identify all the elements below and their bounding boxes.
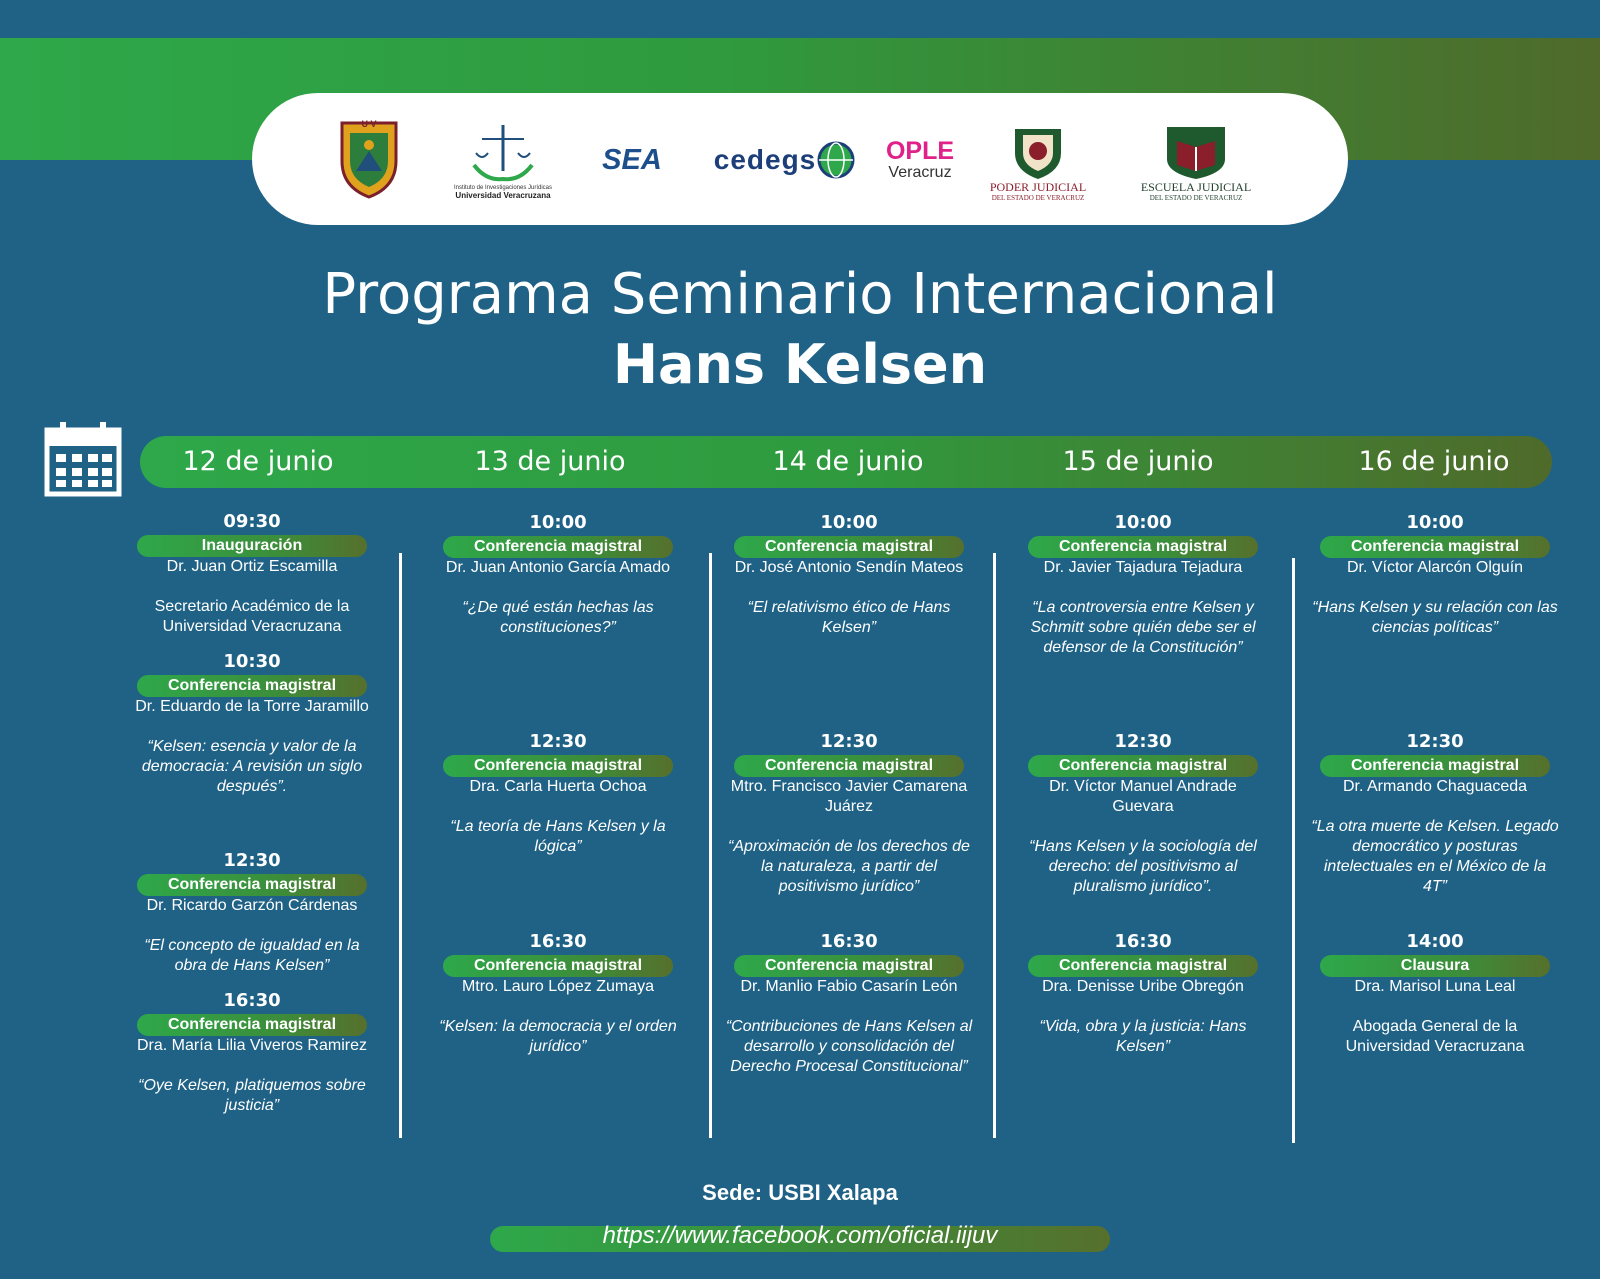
session-time: 12:30 (223, 850, 281, 871)
session (1310, 931, 1560, 1057)
session-type-badge: Conferencia magistral (443, 536, 673, 558)
session-type-badge: Conferencia magistral (734, 536, 964, 558)
column-divider (709, 553, 712, 1138)
session (127, 651, 377, 797)
session-type-badge: Clausura (1320, 955, 1550, 977)
session-type-badge: Conferencia magistral (1028, 955, 1258, 977)
session-time: 14:00 (1406, 931, 1464, 952)
session-time: 12:30 (820, 731, 878, 752)
logo-bar (252, 93, 1348, 225)
session-speaker: Dra. Denisse Uribe Obregón (1042, 978, 1244, 995)
poder-logo-line2: DEL ESTADO DE VERACRUZ (991, 193, 1085, 202)
session-speaker: Dr. Juan Antonio García Amado (445, 559, 671, 576)
session-type-badge: Conferencia magistral (137, 675, 367, 697)
cedegs-logo (710, 115, 860, 205)
session-speaker: Dra. Carla Huerta Ochoa (469, 778, 647, 795)
session-speaker: Dr. Javier Tajadura Tejadura (1043, 559, 1243, 576)
session-speaker: Mtro. Lauro López Zumaya (461, 978, 655, 995)
session-type-badge: Conferencia magistral (1320, 755, 1550, 777)
ople-logo-subtext: Veracruz (888, 164, 952, 181)
escuela-logo-line2: DEL ESTADO DE VERACRUZ (1149, 193, 1243, 202)
poder-logo-line1: PODER JUDICIAL (989, 179, 1087, 194)
session (1018, 512, 1268, 658)
session-talk-title: “Oye Kelsen, platiquemos sobre justicia” (138, 1077, 366, 1114)
session-time: 16:30 (223, 990, 281, 1011)
session-talk-title: “La otra muerte de Kelsen. Legado democrático y posturas intelectuales en el México de la 4T” (1311, 818, 1559, 895)
session (1310, 731, 1560, 897)
iij-logo (448, 115, 558, 205)
session-talk-title: “Aproximación de los derechos de la naturaleza, a partir del positivismo jurídico” (728, 838, 970, 895)
session-speaker: Dr. Armando Chaguaceda (1342, 778, 1528, 795)
session-speaker: Dra. Marisol Luna Leal (1354, 978, 1516, 995)
session-type-badge: Conferencia magistral (734, 755, 964, 777)
session-talk-title: “El relativismo ético de Hans Kelsen” (747, 599, 951, 636)
session-time: 09:30 (223, 511, 281, 532)
session-time: 10:00 (1114, 512, 1172, 533)
session-talk-title: “Kelsen: la democracia y el orden jurídico” (439, 1018, 677, 1055)
session-note: Abogada General de la Universidad Veracruzana (1345, 1018, 1525, 1055)
ople-logo-text: OPLE (885, 137, 955, 165)
sea-logo (592, 115, 672, 205)
iij-logo-line2: Universidad Veracruzana (455, 190, 551, 200)
session-talk-title: “¿De qué están hechas las constituciones?” (462, 599, 654, 636)
calendar-icon (44, 420, 122, 498)
globe-icon (816, 140, 856, 180)
day-label-3: 14 de junio (772, 446, 924, 477)
session (724, 731, 974, 897)
session-talk-title: “Vida, obra y la justicia: Hans Kelsen” (1039, 1018, 1247, 1055)
uv-derecho-logo (338, 115, 400, 205)
session-type-badge: Inauguración (137, 535, 367, 557)
day-label-2: 13 de junio (474, 446, 626, 477)
session-speaker: Dr. Víctor Alarcón Olguín (1346, 559, 1524, 576)
session-time: 10:00 (1406, 512, 1464, 533)
session-talk-title: “Hans Kelsen y su relación con las ciencias políticas” (1312, 599, 1558, 636)
session-time: 10:30 (223, 651, 281, 672)
session-talk-title: “La controversia entre Kelsen y Schmitt sobre quién debe ser el defensor de la Constitución” (1030, 599, 1256, 656)
session-talk-title: “Kelsen: esencia y valor de la democracia: A revisión un siglo después”. (141, 738, 363, 795)
column-divider (993, 553, 996, 1138)
session-time: 10:00 (529, 512, 587, 533)
session (724, 512, 974, 638)
session-time: 12:30 (1114, 731, 1172, 752)
session-speaker: Dr. Juan Ortiz Escamilla (166, 558, 338, 575)
venue-label: Sede: USBI Xalapa (702, 1180, 898, 1205)
session (1310, 512, 1560, 638)
session-type-badge: Conferencia magistral (1028, 755, 1258, 777)
crest-icon (1007, 119, 1069, 181)
session-type-badge: Conferencia magistral (1320, 536, 1550, 558)
sea-logo-text: SEA (602, 143, 662, 176)
session-type-badge: Conferencia magistral (443, 955, 673, 977)
session-speaker: Dr. Ricardo Garzón Cárdenas (146, 897, 358, 914)
session-type-badge: Conferencia magistral (137, 874, 367, 896)
day-label-5: 16 de junio (1358, 446, 1510, 477)
day-label-4: 15 de junio (1062, 446, 1214, 477)
session-speaker: Dr. Víctor Manuel Andrade Guevara (1049, 778, 1237, 815)
session-time: 16:30 (1114, 931, 1172, 952)
scales-of-justice-icon (470, 121, 536, 185)
session-time: 16:30 (820, 931, 878, 952)
column-divider (399, 553, 402, 1138)
session-type-badge: Conferencia magistral (1028, 536, 1258, 558)
session (127, 990, 377, 1116)
session-speaker: Dr. Eduardo de la Torre Jaramillo (135, 698, 369, 715)
session-speaker: Mtro. Francisco Javier Camarena Juárez (730, 778, 968, 815)
session-type-badge: Conferencia magistral (443, 755, 673, 777)
page-subtitle: Hans Kelsen (612, 333, 988, 396)
session (433, 512, 683, 638)
session-time: 10:00 (820, 512, 878, 533)
poder-judicial-logo (980, 115, 1096, 205)
column-divider (1292, 558, 1295, 1143)
session (433, 731, 683, 857)
session-time: 16:30 (529, 931, 587, 952)
session-note: Secretario Académico de la Universidad Veracruzana (154, 598, 350, 635)
session (127, 850, 377, 976)
session-speaker: Dr. Manlio Fabio Casarín León (740, 978, 958, 995)
session-time: 12:30 (1406, 731, 1464, 752)
session-speaker: Dra. María Lilia Viveros Ramirez (137, 1037, 367, 1054)
day-label-1: 12 de junio (182, 446, 334, 477)
session (127, 511, 377, 637)
escuela-logo-line1: ESCUELA JUDICIAL (1140, 179, 1252, 194)
session (433, 931, 683, 1057)
ople-logo (885, 115, 955, 205)
session-talk-title: “La teoría de Hans Kelsen y la lógica” (450, 818, 666, 855)
session-speaker: Dr. José Antonio Sendín Mateos (734, 559, 964, 576)
session (1018, 731, 1268, 897)
session-talk-title: “Contribuciones de Hans Kelsen al desarrollo y consolidación del Derecho Procesal Constitucional” (725, 1018, 973, 1075)
session-time: 12:30 (529, 731, 587, 752)
session-talk-title: “Hans Kelsen y la sociología del derecho: del positivismo al pluralismo jurídico”. (1029, 838, 1257, 895)
session (724, 931, 974, 1077)
cedegs-logo-text: cedegs (713, 144, 817, 175)
session-talk-title: “El concepto de igualdad en la obra de Hans Kelsen” (144, 937, 360, 974)
book-icon (1161, 119, 1231, 181)
escuela-judicial-logo (1128, 115, 1264, 205)
session-type-badge: Conferencia magistral (137, 1014, 367, 1036)
session-type-badge: Conferencia magistral (734, 955, 964, 977)
session (1018, 931, 1268, 1057)
facebook-link[interactable]: https://www.facebook.com/oficial.iijuv (602, 1222, 998, 1249)
uv-logo-text: U V (361, 119, 377, 129)
page-title: Programa Seminario Internacional (322, 262, 1278, 327)
shield-icon (340, 121, 398, 199)
iij-logo-line1: Instituto de Investigaciones Jurídicas (453, 184, 553, 191)
